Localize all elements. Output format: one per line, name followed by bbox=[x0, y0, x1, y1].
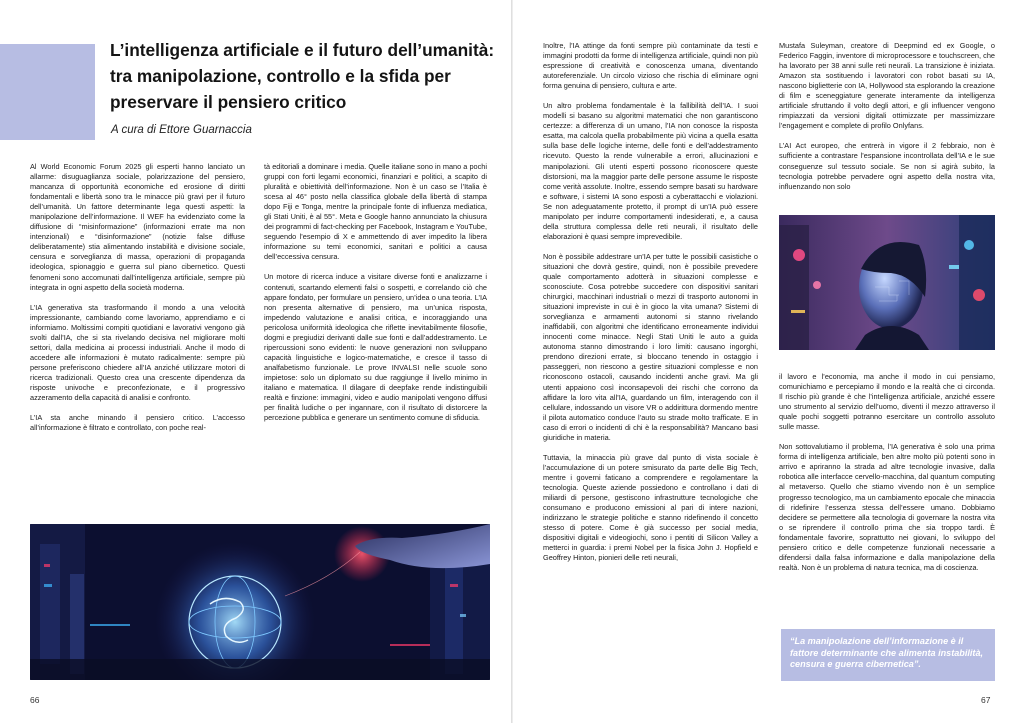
paragraph: Non sottovalutiamo il problema, l’IA generativa è solo una prima forma di intelligenza artificiale, ben altre molto più potenti sono in arrivo e apriranno la strada ad altre tecnologie invasive, dalla robotica alle interfacce cervello-macchina, dal quantum computing al metaverso. Quello che stiamo vivendo non è un semplice progresso tecnologico, ma un cambiamento epocale che minaccia di ridefinire l’essenza stessa dell’essere umano. Dobbiamo decidere se permettere alla tecnologia di governare la nostra vita o se riprendere il controllo prima che sia troppo tardi. È fondamentale favorire, soprattutto nei giovani, lo sviluppo del pensiero critico e delle competenze funzionali necessarie a difendersi dalla falsa informazione e dalla manipolazione della realtà. Non è un problema di natura tecnica, ma di coscienza. bbox=[779, 442, 995, 572]
page-number-right: 67 bbox=[981, 695, 991, 705]
paragraph: Inoltre, l’IA attinge da fonti sempre più contaminate da testi e immagini prodotti da forme di intelligenza artificiale, quindi non più espressione di creatività e conoscenza umana, diventando autoreferenziale. Un circolo vizioso che rischia di eliminare ogni forma genuina di pensiero, cultura e arte. bbox=[543, 41, 758, 91]
paragraph: Tuttavia, la minaccia più grave dal punto di vista sociale è l’accumulazione di un potere smisurato da parte delle Big Tech, mentre i governi faticano a comprendere e regolamentare la tecnologia. Queste aziende possiedono e controllano i dati di miliardi di persone, gestiscono infrastrutture tecnologiche che consumano e producono emissioni al pari di intere nazioni, indirizzano le strategie politiche e stanno ridefinendo il concetto stesso di potere. Come è già successo per social media, dispositivi digitali e videogiochi, sono i pentiti di Silicon Valley a metterci in guardia: i premi Nobel per la fisica John J. Hopfield e Geoffrey Hinton, pionieri delle reti neurali, bbox=[543, 452, 758, 563]
paragraph: tà editoriali a dominare i media. Quelle italiane sono in mano a pochi gruppi con forti legami economici, finanziari e politici, a scapito di pluralità e obiettività dell’informazione. Non è un caso se l’Italia è scesa al 46° posto nella classifica globale della libertà di stampa dopo Fiji e Tonga, mentre la principale fonte di influenza mediatica, gli Stati Uniti, è al 55°. Meta e Google hanno annunciato la chiusura dei programmi di fact-checking per Facebook, Instagram e YouTube, seguendo l’esempio di X e ammettendo di aver impedito la libera informazione su temi economici, sanitari e politici a causa dell’eccessiva censura. bbox=[264, 162, 487, 262]
paragraph: il lavoro e l’economia, ma anche il modo in cui pensiamo, comunichiamo e percepiamo il mondo e la realtà che ci circonda. Il rischio più grande è che l’intelligenza artificiale, anziché essere uno strumento al servizio dell’uomo, diventi il mezzo attraverso il quale pochi soggetti potranno esercitare un controllo assoluto sulle masse. bbox=[779, 372, 995, 432]
article-title: L’intelligenza artificiale e il futuro dell’umanità: tra manipolazione, controllo e la sfida per preservare il pensiero critico bbox=[110, 40, 495, 112]
text-column-2 bbox=[264, 162, 487, 423]
illustration-hand-globe bbox=[30, 524, 490, 680]
woman-city-illustration bbox=[779, 215, 995, 350]
illustration-woman-city bbox=[779, 215, 995, 350]
page-gutter bbox=[511, 0, 513, 723]
pull-quote: “La manipolazione dell’informazione è il fattore determinante che alimenta instabilità, censura e guerra cibernetica”. bbox=[790, 636, 984, 669]
paragraph: Al World Economic Forum 2025 gli esperti hanno lanciato un allarme: disuguaglianza sociale, polarizzazione del pensiero, mancanza di opportunità economiche ed erosione di diritti fondamentali e libertà sono tra le minacce più gravi per il futuro dell’umanità. Un fattore determinante lega questi aspetti: la manipolazione dell’informazione. Il WEF ha evidenziato come la diffusione di “misinformazione” (informazioni errate ma non intenzionali) e “disinformazione” (notizie false diffuse deliberatamente) stia alimentando instabilità e divisione sociale, censura e sorveglianza di massa, operazioni di propaganda ideologica, spionaggio e guerra sul piano cibernetico. Questi fenomeni sono accomunati dall’intelligenza artificiale, sempre più integrata in ogni aspetto della società moderna. bbox=[30, 162, 245, 292]
title-accent-block bbox=[0, 44, 95, 140]
paragraph: L’IA sta anche minando il pensiero critico. L’accesso all’informazione è filtrato e controllato, con poche real- bbox=[30, 413, 245, 433]
text-column-4-top bbox=[779, 41, 995, 192]
paragraph: L’AI Act europeo, che entrerà in vigore il 2 febbraio, non è sufficiente a contrastare l’espansione incontrollata dell’IA e le sue conseguenze sul tessuto sociale. Se non si agirà subito, la tecnologia potrebbe pervadere ogni aspetto della nostra vita, influenzando non solo bbox=[779, 141, 995, 191]
paragraph: Mustafa Suleyman, creatore di Deepmind ed ex Google, o Federico Faggin, inventore di microprocessore e touchscreen, che ha lavorato per 38 anni sulle reti neurali. La transizione è iniziata. Amazon sta sostituendo i lavoratori con robot basati su IA, nascono biglietterie con IA, Hollywood sta esplorando la creazione di film e sceneggiature generate interamente da intelligenza artificiale sfruttando il volto degli attori, e gli influencer vengono rimpiazzati da versioni digitali ottimizzate per massimizzare l’engagement e complete di profilo Onlyfans. bbox=[779, 41, 995, 131]
paragraph: Non è possibile addestrare un’IA per tutte le possibili casistiche o situazioni che dovrà gestire, quindi, non è possibile prevedere quale comportamento adotterà in situazioni complesse e sconosciute. Cosa potrebbe succedere con dispositivi sanitari chirurgici, macchinari industriali o mezzi di trasporto autonomi in situazioni impreviste in cui è in gioco la vita umana? Sistemi di sorveglianza e armamenti autonomi si stanno rivelando inaffidabili, con algoritmi che identificano erroneamente individui innocenti come minacce. Negli Stati Uniti le auto a guida autonoma stanno dimostrando i loro limiti: causano ingorghi, prendono direzioni errate, si bloccano tenendo in ostaggio i passeggeri, non riescono a gestire situazioni complesse e non riconoscono ostacoli, causando incidenti anche gravi. Ma gli utenti appaiono così inconsapevoli dei rischi che corrono da affidare la loro vita all’IA, guardando un film, interagendo con il cellulare, indossando un visore VR o addirittura dormendo mentre il pilota automatico conduce l’auto su strade molto trafficate. E in caso di errori o incidenti di chi è la responsabilità? Mancano basi giuridiche in materia. bbox=[543, 251, 758, 442]
paragraph: Un motore di ricerca induce a visitare diverse fonti e analizzarne i contenuti, scartando elementi falsi o sospetti, e correlando ciò che appare fondato, per formulare un pensiero, un’idea o una teoria. L’IA non presenta alternative di pensiero, ma un’unica risposta, impedendo valutazione e analisi critica, e incoraggiando una pericolosa uniformità ideologica che riflette inevitabilmente filosofie, dogmi e pregiudizi derivanti dalle sue fonti e dall’addestramento. Le ripercussioni sono evidenti: le nuove generazioni non sviluppano capacità linguistiche e logico-matematiche, e cresce il tasso di analfabetismo funzionale. Le prove INVALSI nelle scuole sono impietose: solo un diplomato su due raggiunge il livello minimo in italiano e matematica. Il dilagare di deepfake rende indistinguibili realtà e finzione: immagini, video e audio manipolati vengono diffusi per finalità ludiche o per ingannare, con il risultato di distorcere la percezione pubblica e generare un sentimento comune di sfiducia. bbox=[264, 272, 487, 423]
paragraph: Un altro problema fondamentale è la fallibilità dell’IA. I suoi modelli si basano su algoritmi matematici che non garantiscono certezze: a differenza di un umano, l’IA non conosce la risposta esatta, ma calcola quella probabilmente più vicina a quella esatta sulla base delle logiche interne, delle fonti e dell’addestramento ricevuto. Questo la rende vulnerabile a errori, allucinazioni e manipolazioni. Gli utenti esperti possono riconoscere queste distorsioni, ma la maggior parte delle persone assume le risposte come verità assolute. Inoltre, essendo sempre basati su hardware e software, i sistemi IA sono esposti a cyberattacchi e violazioni. Se non adeguatamente protetto, il prompt di un’IA può essere manipolato per indurre comportamenti indesiderati, e, a causa della struttura complessa delle reti neurali, il risultato delle elaborazioni è quasi sempre imprevedibile. bbox=[543, 101, 758, 241]
text-column-1 bbox=[30, 162, 245, 433]
pull-quote-box bbox=[781, 629, 995, 681]
article-byline: A cura di Ettore Guarnaccia bbox=[111, 124, 252, 136]
hand-globe-illustration bbox=[30, 524, 490, 680]
paragraph: L’IA generativa sta trasformando il mondo a una velocità impressionante, cambiando come lavoriamo, apprendiamo e ci informiamo. Moltissimi compiti quotidiani e lavorativi vengono già svolti dall’IA, che si sta rivelando decisiva nel migliorare molti settori, dalla medicina ai processi industriali. Anche il modo di accedere alle informazioni è mutato radicalmente: sempre più persone preferiscono chiedere all’IA anziché utilizzare motori di ricerca tradizionali. Questo crea una crescente dipendenza da risposte univoche e preconfezionate, e il progressivo azzeramento della capacità di analisi e confronto. bbox=[30, 302, 245, 403]
text-column-4-bottom bbox=[779, 372, 995, 573]
text-column-3 bbox=[543, 41, 758, 563]
page-number-left: 66 bbox=[30, 695, 40, 705]
